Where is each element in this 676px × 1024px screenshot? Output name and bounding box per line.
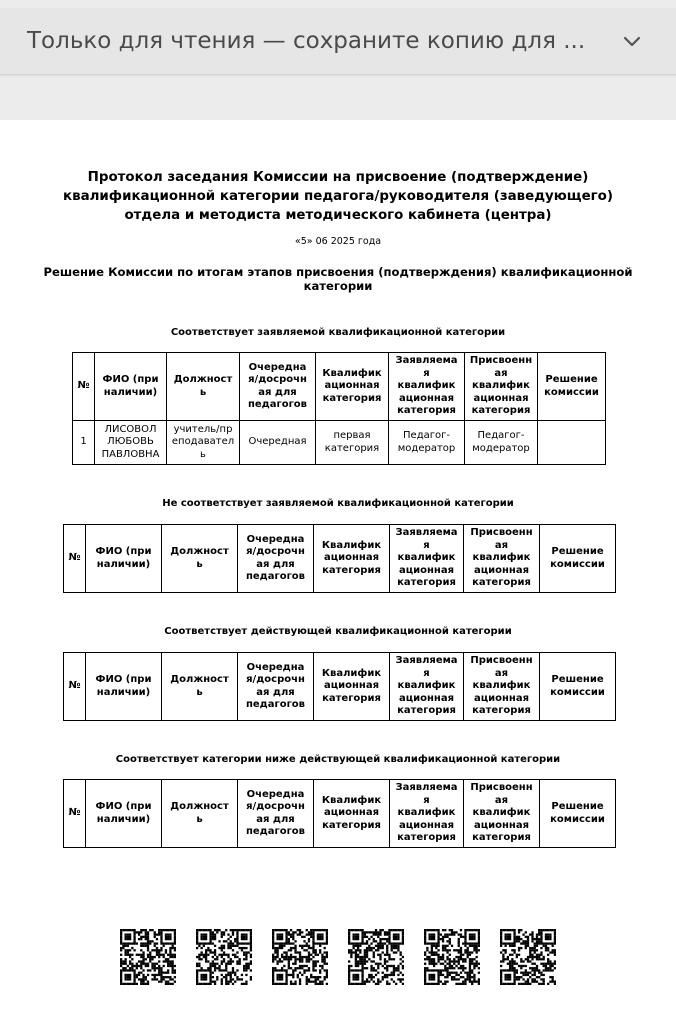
- column-header: Присвоенн ая квалифик ационная категория: [464, 653, 540, 721]
- column-header: №: [73, 353, 95, 421]
- table-row: [73, 421, 606, 465]
- column-header: Должност ь: [167, 353, 240, 421]
- column-header: Квалифик ационная категория: [314, 653, 390, 721]
- document-date: «5» 06 2025 года: [294, 236, 382, 247]
- section-title: Соответствует категории ниже действующей квалификационной категории: [115, 754, 561, 765]
- column-header: ФИО (при наличии): [86, 653, 162, 721]
- column-header: Решение комиссии: [540, 653, 616, 721]
- column-header: Должност ь: [162, 653, 238, 721]
- section-title: Соответствует заявляемой квалификационной категории: [170, 327, 506, 338]
- table-cell: Очередная: [240, 421, 316, 465]
- column-header: Присвоенн ая квалифик ационная категория: [464, 525, 540, 593]
- category-table: [63, 524, 616, 593]
- category-table: [63, 652, 616, 721]
- section-title: Соответствует действующей квалификационной категории: [164, 626, 512, 637]
- column-header: Заявляема я квалифик ационная категория: [390, 780, 464, 848]
- column-header: Очередна я/досрочн ая для педагогов: [238, 780, 314, 848]
- column-header: Квалифик ационная категория: [314, 780, 390, 848]
- column-header: Квалифик ационная категория: [316, 353, 389, 421]
- table-cell: первая категория: [316, 421, 389, 465]
- qr-code-icon: [348, 929, 404, 985]
- table-header-row: [73, 353, 606, 421]
- column-header: Заявляема я квалифик ационная категория: [390, 653, 464, 721]
- column-header: Решение комиссии: [540, 780, 616, 848]
- column-header: Квалифик ационная категория: [314, 525, 390, 593]
- section-title: Не соответствует заявляемой квалификационной категории: [162, 498, 514, 509]
- table-header-row: [64, 653, 616, 721]
- column-header: Присвоенн ая квалифик ационная категория: [464, 780, 540, 848]
- decision-heading: Решение Комиссии по итогам этапов присвоения (подтверждения) квалификационной категории: [43, 265, 633, 293]
- document-title: Протокол заседания Комиссии на присвоение (подтверждение) квалификационной категории педагога/руководителя (заведующего) отдела и методиста методического кабинета (центра): [63, 170, 613, 223]
- table-cell: Педагог- модератор: [389, 421, 465, 465]
- table-cell: 1: [73, 421, 95, 465]
- column-header: №: [64, 653, 86, 721]
- column-header: Очередна я/досрочн ая для педагогов: [240, 353, 316, 421]
- column-header: Присвоенн ая квалифик ационная категория: [465, 353, 538, 421]
- column-header: Очередна я/досрочн ая для педагогов: [238, 525, 314, 593]
- column-header: ФИО (при наличии): [86, 780, 162, 848]
- column-header: Очередна я/досрочн ая для педагогов: [238, 653, 314, 721]
- table-cell: [538, 421, 606, 465]
- category-table: [63, 779, 616, 848]
- table-cell: учитель/пр еподавател ь: [167, 421, 240, 465]
- qr-code-icon: [500, 929, 556, 985]
- table-cell: ЛИСОВОЛ ЛЮБОВЬ ПАВЛОВНА: [95, 421, 167, 465]
- column-header: ФИО (при наличии): [95, 353, 167, 421]
- table-cell: Педагог- модератор: [465, 421, 538, 465]
- table-header-row: [64, 780, 616, 848]
- column-header: Должност ь: [162, 780, 238, 848]
- column-header: №: [64, 780, 86, 848]
- read-only-banner[interactable]: [0, 8, 676, 75]
- column-header: Заявляема я квалифик ационная категория: [390, 525, 464, 593]
- qr-code-icon: [272, 929, 328, 985]
- column-header: Решение комиссии: [538, 353, 606, 421]
- chevron-down-icon[interactable]: [622, 32, 642, 52]
- column-header: ФИО (при наличии): [86, 525, 162, 593]
- column-header: Решение комиссии: [540, 525, 616, 593]
- table-header-row: [64, 525, 616, 593]
- read-only-banner-text: Только для чтения — сохраните копию для ...: [27, 28, 586, 54]
- qr-code-row: [0, 929, 676, 985]
- qr-code-icon: [120, 929, 176, 985]
- column-header: №: [64, 525, 86, 593]
- column-header: Заявляема я квалифик ационная категория: [389, 353, 465, 421]
- qr-code-icon: [196, 929, 252, 985]
- qr-code-icon: [424, 929, 480, 985]
- column-header: Должност ь: [162, 525, 238, 593]
- category-table: [72, 352, 606, 465]
